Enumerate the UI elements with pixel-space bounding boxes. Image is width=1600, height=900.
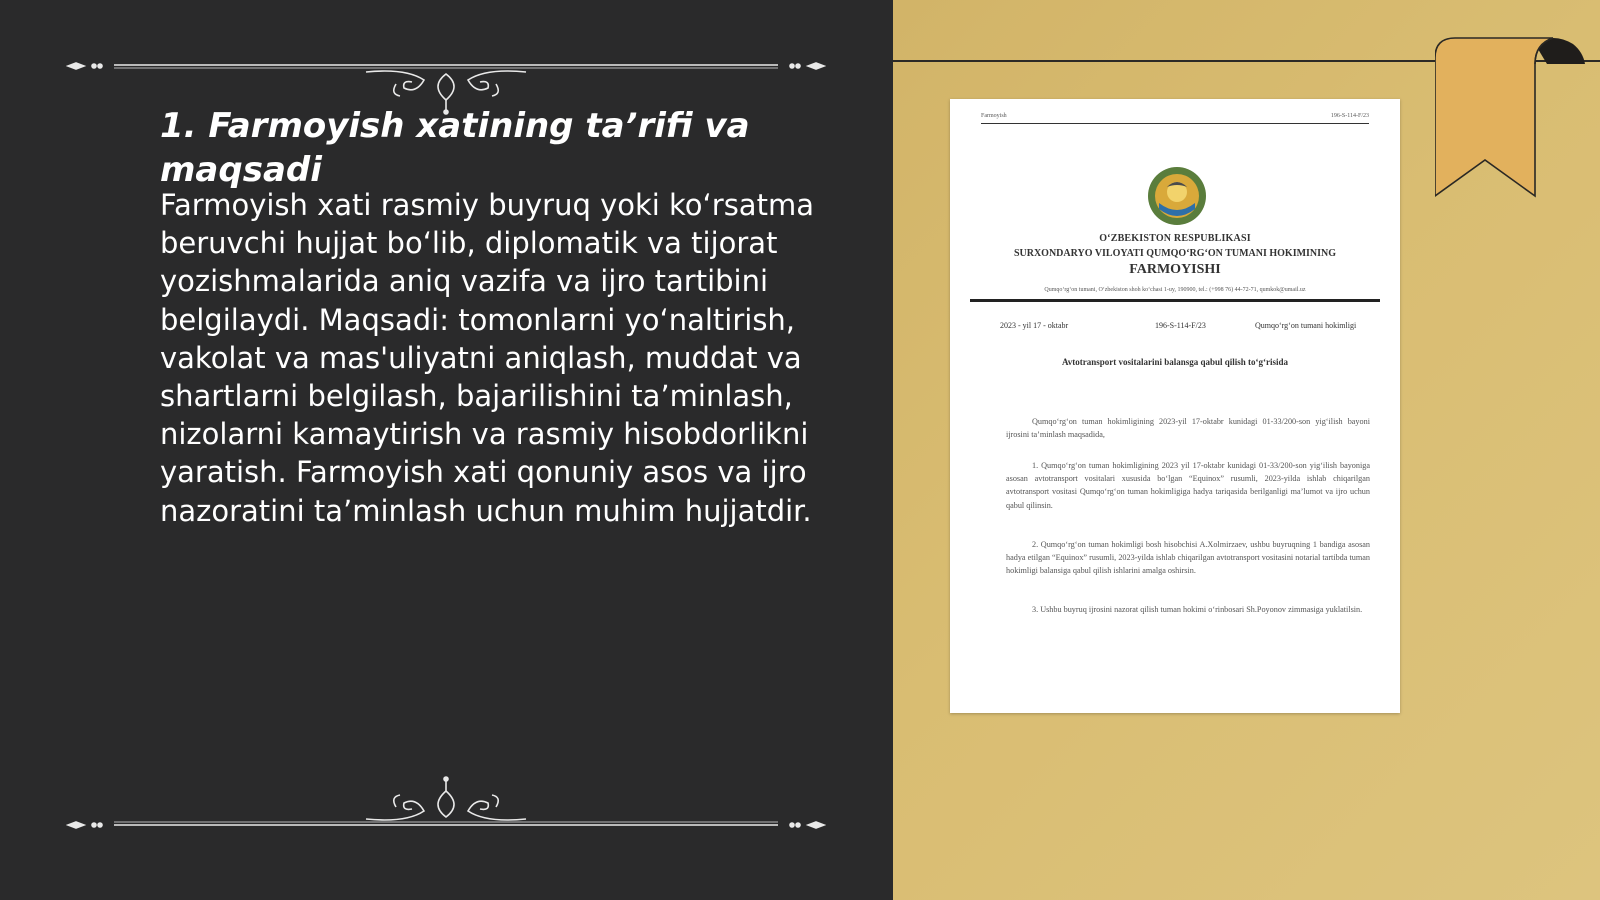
document-country: O‘ZBEKISTON RESPUBLIKASI <box>1099 233 1251 244</box>
document-paragraph: Qumqo‘rg‘on tuman hokimligining 2023-yil 17-oktabr kunidagi 01-33/200-son yig‘ilish bayoni ijrosini ta’minlash maqsadida, <box>1006 417 1370 440</box>
document-number: 196-S-114-F/23 <box>1155 321 1206 330</box>
document-divider <box>970 299 1380 302</box>
document-title: FARMOYISHI <box>1129 262 1221 277</box>
bookmark-icon <box>1435 36 1585 201</box>
document-place: Qumqo‘rg‘on tumani hokimligi <box>1255 321 1357 330</box>
document-paragraph: 2. Qumqo‘rg‘on tuman hokimligi bosh hisobchisi A.Xolmirzaev, ushbu buyruqning 1 bandiga asosan hadya etilgan “Equinox” rusumli, 2023-yilda ishlab chiqarilgan avtotransport vositasini notarial tartibda tuman hokimligi balansiga qabul qilish ishlarini amalga oshirsin. <box>1006 540 1370 576</box>
state-emblem-icon <box>1146 165 1208 227</box>
document-date: 2023 - yil 17 - oktabr <box>1000 321 1069 330</box>
document-header-left: Farmoyish <box>981 113 1007 119</box>
document-header-row <box>981 113 1369 124</box>
document-paragraph: 3. Ushbu buyruq ijrosini nazorat qilish tuman hokimi o‘rinbosari Sh.Poyonov zimmasiga yuklatilsin. <box>1032 605 1363 614</box>
document-image <box>950 99 1400 713</box>
document-address: Qumqo‘rg‘on tumani, O‘zbekiston shoh ko‘chasi 1-uy, 190900, tel.: (+998 76) 44-72-71, qumkok@umail.uz <box>1044 287 1306 293</box>
document-paragraph: 1. Qumqo‘rg‘on tuman hokimligining 2023 yil 17-oktabr kunidagi 01-33/200-son yig‘ilish bayoniga asosan avtotransport vositalari xususida bo‘lgan “Equinox” rusumli, 2023-yilda ishlab chiqarilgan avtotransport vositasi Qumqo‘rg‘on tuman hokimligiga hadya tariqasida berilganligi ma’lumot va ijro uchun qabul qilinsin. <box>1006 461 1370 510</box>
slide-body-text: Farmoyish xati rasmiy buyruq yoki ko‘rsatma beruvchi hujjat bo‘lib, diplomatik va tijorat yozishmalarida aniq vazifa va ijro tartibini belgilaydi. Maqsadi: tomonlarni yo‘naltirish, vakolat va mas'uliyatni aniqlash, muddat va shartlarni belgilash, bajarilishini ta’minlash, nizolarni kamaytirish va rasmiy hisobdorlikni yaratish. Farmoyish xati qonuniy asos va ijro nazoratini ta’minlash uchun muhim hujjatdir. <box>160 188 814 528</box>
bottom-ornament-icon <box>66 775 826 835</box>
document-header-right: 196-S-114-F/23 <box>1330 113 1369 119</box>
slide-title: 1. Farmoyish xatining ta’rifi va maqsadi <box>160 106 750 190</box>
document-subject: Avtotransport vositalarini balansga qabul qilish to‘g‘risida <box>1061 357 1289 367</box>
document-authority: SURXONDARYO VILOYATI QUMQO‘RG‘ON TUMANI HOKIMINING <box>1013 248 1337 259</box>
